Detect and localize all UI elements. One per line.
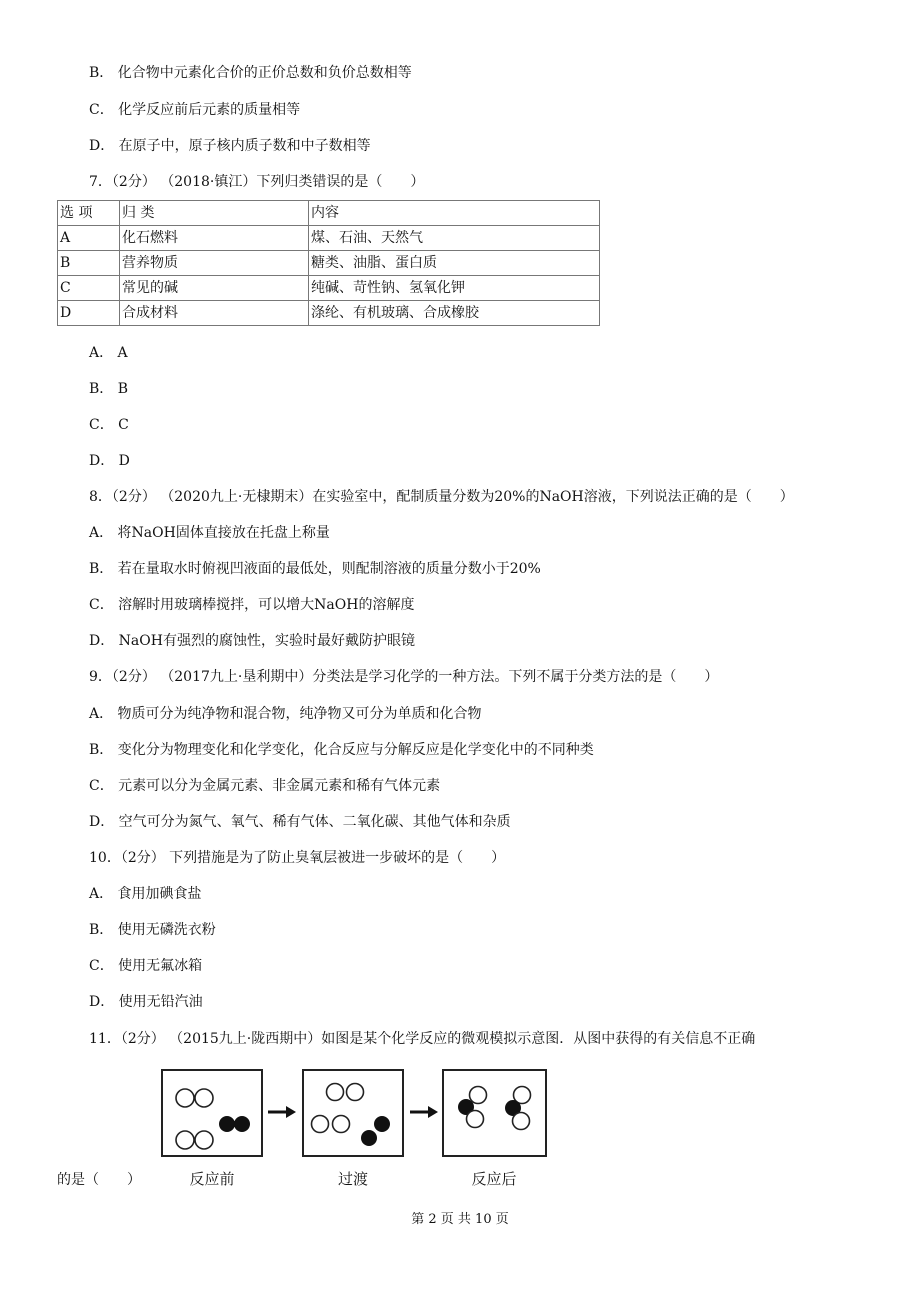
q8-option-d: D． NaOH有强烈的腐蚀性，实验时最好戴防护眼镜 [89,633,415,649]
atom-white [333,1116,350,1133]
q9-option-d: D． 空气可分为氮气、氧气、稀有气体、二氧化碳、其他气体和杂质 [89,814,511,830]
table-cell: B [58,251,120,276]
atom-white [195,1131,213,1149]
atom-black [234,1116,250,1132]
table-row [58,276,600,301]
arrow-head [428,1106,438,1118]
q7-stem: 7．（2分） （2018·镇江）下列归类错误的是（ ） [89,174,425,190]
q10-option-d: D． 使用无铅汽油 [89,994,203,1010]
label-after: 反应后 [471,1170,517,1188]
q7-option-a: A． A [89,345,128,361]
page-footer: 第 2 页 共 10 页 [411,1212,509,1227]
atom-white [176,1089,194,1107]
atom-white [327,1084,344,1101]
table-cell: 营养物质 [120,251,309,276]
table-header-cell: 归 类 [120,201,309,226]
reaction-diagram [160,1068,550,1188]
arrow-head [286,1106,296,1118]
q11-stem: 11．（2分） （2015九上·陇西期中）如图是某个化学反应的微观模拟示意图．从图中获得的有关信息不正确 [89,1031,756,1047]
q10-option-c: C． 使用无氟冰箱 [89,958,203,974]
label-before: 反应前 [189,1170,235,1188]
table-header-row [58,201,600,226]
q7-option-d: D． D [89,453,130,469]
q7-option-b: B． B [89,381,129,397]
label-transition: 过渡 [337,1170,369,1188]
table-cell: 煤、石油、天然气 [309,226,600,251]
atom-white [470,1087,487,1104]
table-cell: 合成材料 [120,301,309,326]
table-cell: 糖类、油脂、蛋白质 [309,251,600,276]
table-cell: 化石燃料 [120,226,309,251]
q9-option-b: B． 变化分为物理变化和化学变化，化合反应与分解反应是化学变化中的不同种类 [89,742,594,758]
q9-stem: 9．（2分） （2017九上·垦利期中）分类法是学习化学的一种方法。下列不属于分类方法的是（ ） [89,669,719,685]
q7-option-c: C． C [89,417,129,433]
table-cell: C [58,276,120,301]
table-cell: D [58,301,120,326]
q6-option-d: D． 在原子中，原子核内质子数和中子数相等 [89,138,371,154]
box-after [443,1070,546,1156]
q8-option-c: C． 溶解时用玻璃棒搅拌，可以增大NaOH的溶解度 [89,597,415,613]
q7-table [57,200,600,326]
q9-option-a: A． 物质可分为纯净物和混合物，纯净物又可分为单质和化合物 [89,706,482,722]
atom-white [195,1089,213,1107]
atom-white [467,1111,484,1128]
q6-option-c: C． 化学反应前后元素的质量相等 [89,102,301,118]
table-row [58,226,600,251]
atom-white [176,1131,194,1149]
q8-stem: 8．（2分） （2020九上·无棣期末）在实验室中，配制质量分数为20%的NaOH溶液，下列说法正确的是（ ） [89,489,794,505]
atom-white [312,1116,329,1133]
table-row [58,251,600,276]
q10-stem: 10．（2分） 下列措施是为了防止臭氧层被进一步破坏的是（ ） [89,850,506,866]
table-cell: 纯碱、苛性钠、氢氧化钾 [309,276,600,301]
atom-white [513,1113,530,1130]
atom-black [219,1116,235,1132]
q10-option-a: A． 食用加碘食盐 [89,886,202,902]
table-header-cell: 选 项 [58,201,120,226]
atom-black [361,1130,377,1146]
q10-option-b: B． 使用无磷洗衣粉 [89,922,216,938]
table-cell: 涤纶、有机玻璃、合成橡胶 [309,301,600,326]
atom-white [347,1084,364,1101]
q8-option-b: B． 若在量取水时俯视凹液面的最低处，则配制溶液的质量分数小于20% [89,561,541,577]
box-transition [303,1070,403,1156]
table-header-cell: 内容 [309,201,600,226]
q11-stem-end: 的是（ ） [57,1172,141,1188]
table-cell: A [58,226,120,251]
table-cell: 常见的碱 [120,276,309,301]
q8-option-a: A． 将NaOH固体直接放在托盘上称量 [89,525,330,541]
table-row [58,301,600,326]
q6-option-b: B． 化合物中元素化合价的正价总数和负价总数相等 [89,65,412,81]
q9-option-c: C． 元素可以分为金属元素、非金属元素和稀有气体元素 [89,778,441,794]
atom-black [374,1116,390,1132]
